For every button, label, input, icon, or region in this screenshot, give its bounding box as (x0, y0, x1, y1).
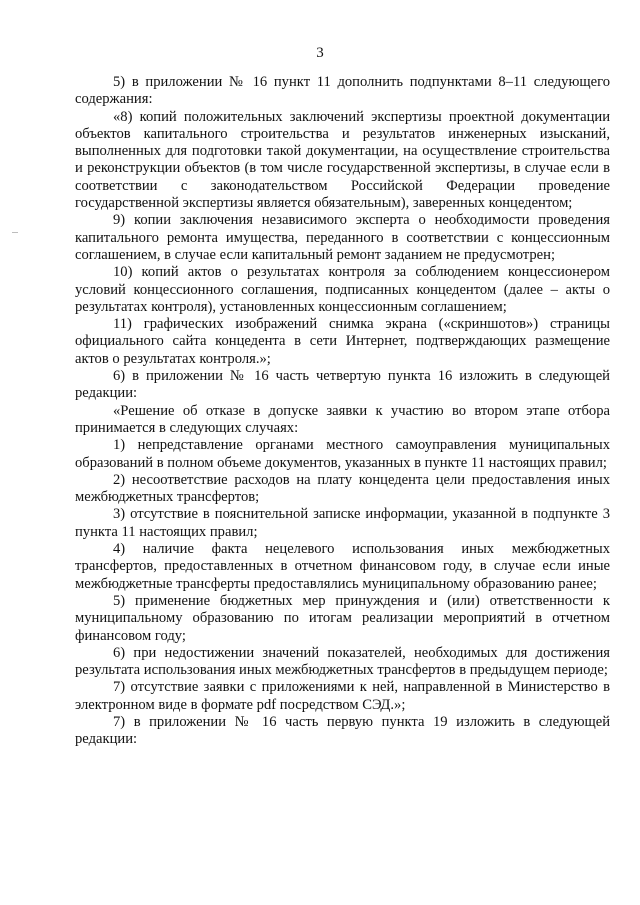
rejection-case-5: 5) применение бюджетных мер принуждения и (или) ответственности к муниципальному образованию по итогам реализации мероприятий в отчетном финансовом году; (75, 592, 610, 644)
rejection-case-6: 6) при недостижении значений показателей, необходимых для достижения результата использования иных межбюджетных трансфертов в предыдущем периоде; (75, 644, 610, 679)
subparagraph-10: 10) копий актов о результатах контроля за соблюдением концессионером условий концессионного соглашения, подписанных концедентом (далее – акты о результатах контроля), установленных концессионным соглашением; (75, 264, 610, 315)
rejection-case-7: 7) отсутствие заявки с приложениями к ней, направленной в Министерство в электронном виде в формате pdf посредством СЭД.»; (75, 679, 610, 713)
rejection-case-1: 1) непредставление органами местного самоуправления муниципальных образований в полном объеме документов, указанных в пункте 11 настоящих правил; (75, 437, 610, 471)
rejection-intro: «Решение об отказе в допуске заявки к участию во втором этапе отбора принимается в следующих случаях: (75, 402, 610, 436)
subparagraph-9: 9) копии заключения независимого эксперта о необходимости проведения капитального ремонта имущества, переданного в соответствии с концессионным соглашением, в случае если капитальный ремонт заданием не предусмотрен; (75, 212, 610, 263)
subparagraph-8: «8) копий положительных заключений экспертизы проектной документации объектов капитального строительства и результатов инженерных изысканий, выполненных для подготовки такой документации, на осуществление строительства и реконструкции объектов (в том числе государственной экспертизы, в случае если в соответствии с законодательством Российской Федерации проведение государственной экспертизы является обязательным), заверенных концедентом; (75, 108, 610, 212)
margin-mark (12, 232, 18, 233)
paragraph-item-5: 5) в приложении № 16 пункт 11 дополнить подпунктами 8–11 следующего содержания: (75, 74, 610, 108)
paragraph-item-6: 6) в приложении № 16 часть четвертую пункта 16 изложить в следующей редакции: (75, 368, 610, 402)
rejection-case-4: 4) наличие факта нецелевого использования иных межбюджетных трансфертов, предоставленных в отчетном финансовом году, в случае если иные межбюджетные трансферты предоставлялись муниципальному образованию ранее; (75, 541, 610, 592)
rejection-case-2: 2) несоответствие расходов на плату концедента цели предоставления иных межбюджетных трансфертов; (75, 471, 610, 506)
paragraph-item-7: 7) в приложении № 16 часть первую пункта 19 изложить в следующей редакции: (75, 713, 610, 748)
document-body (75, 74, 610, 749)
rejection-case-3: 3) отсутствие в пояснительной записке информации, указанной в подпункте 3 пункта 11 настоящих правил; (75, 506, 610, 540)
page-number: 3 (316, 45, 324, 61)
subparagraph-11: 11) графических изображений снимка экрана («скриншотов») страницы официального сайта концедента в сети Интернет, подтверждающих размещение актов о результатах контроля.»; (75, 316, 610, 367)
